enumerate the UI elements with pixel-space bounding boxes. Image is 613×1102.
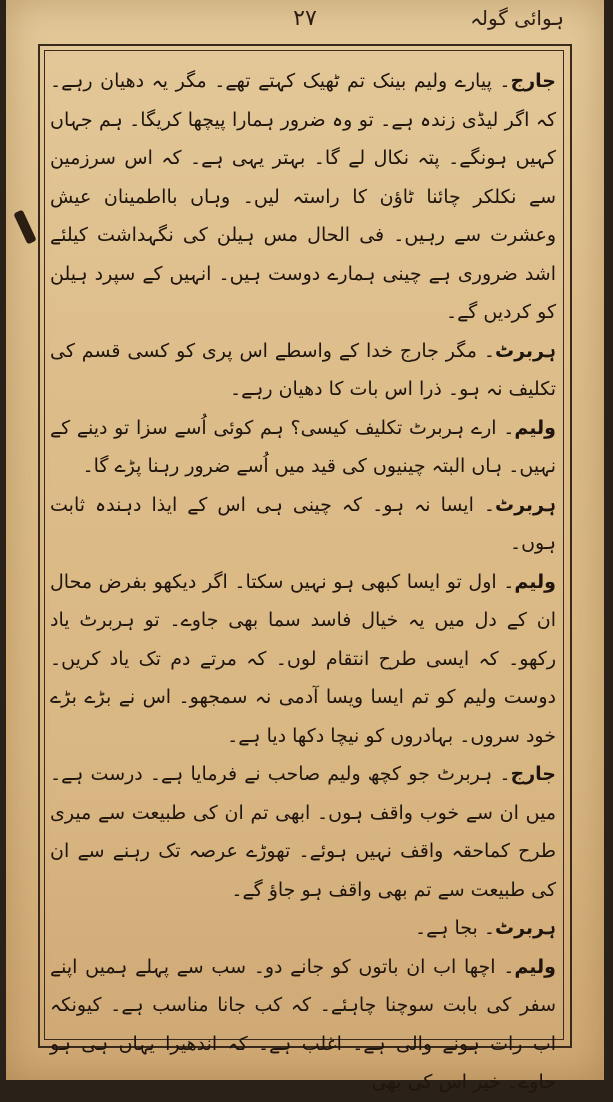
paragraph — [50, 62, 556, 332]
speaker-name: جارج — [510, 70, 556, 92]
speaker-name: جارج — [510, 763, 556, 785]
page-header — [46, 4, 564, 38]
ink-mark — [13, 209, 36, 244]
paragraph — [50, 409, 556, 486]
paragraph — [50, 563, 556, 756]
paragraph — [50, 909, 556, 948]
paragraph-text: ۔ پیارے ولیم بینک تم ٹھیک کہتے تھے۔ مگر یہ دھیان رہے۔ کہ اگر لیڈی زندہ ہے۔ تو وہ ضرور ہمارا پیچھا کریگا۔ ہم جہاں کہیں ہونگے۔ پتہ نکال لے گا۔ بہتر یہی ہے۔ کہ اس سرزمین سے نکلکر چائنا ٹاؤن کا راستہ لیں۔ وہاں بااطمینان عیش وعشرت سے رہیں۔ فی الحال مس ہیلن کی نگہداشت کیلئے اشد ضروری ہے چینی ہمارے دوست ہیں۔ انہیں کے سپرد ہیلن کو کردیں گے۔ — [50, 70, 556, 323]
paragraph-text: ۔ ایسا نہ ہو۔ کہ چینی ہی اس کے ایذا دہندہ ثابت ہوں۔ — [50, 493, 556, 554]
paragraph-text: ۔ اچھا اب ان باتوں کو جانے دو۔ سب سے پہلے ہمیں اپنے سفر کی بابت سوچنا چاہئے۔ کہ کب جانا مناسب ہے۔ کیونکہ اب رات ہونے والی ہے۔ اغلب ہے۔ کہ اندھیرا یہاں ہی ہو جاوے۔ خیر اس کی بھی — [50, 955, 556, 1093]
paragraph — [50, 948, 556, 1102]
running-title: ہوائی گولہ — [470, 6, 564, 30]
body-text — [50, 62, 556, 1093]
speaker-name: ولیم — [514, 570, 556, 593]
paragraph-text: ۔ ہربرٹ جو کچھ ولیم صاحب نے فرمایا ہے۔ درست ہے۔ میں ان سے خوب واقف ہوں۔ ابھی تم ان کی طبیعت سے میری طرح کماحقہ واقف نہیں ہوئے۔ تھوڑے عرصہ تک رہنے سے ان کی طبیعت سے تم بھی واقف ہو جاؤ گے۔ — [50, 763, 556, 901]
paragraph-text: ۔ بجا ہے۔ — [415, 917, 495, 939]
paragraph-text: ۔ مگر جارج خدا کے واسطے اس پری کو کسی قسم کی تکلیف نہ ہو۔ ذرا اس بات کا دھیان رہے۔ — [50, 339, 556, 400]
paragraph — [50, 755, 556, 909]
paragraph — [50, 486, 556, 563]
paragraph — [50, 332, 556, 409]
speaker-name: ولیم — [514, 416, 556, 439]
page-number: ۲۷ — [293, 6, 317, 31]
paragraph-text: ۔ اول تو ایسا کبھی ہو نہیں سکتا۔ اگر دیکھو بفرض محال ان کے دل میں یہ خیال فاسد سما بھی جاوے۔ تو ہربرٹ یاد رکھو۔ کہ ایسی طرح انتقام لوں۔ کہ مرتے دم تک یاد کریں۔ دوست ولیم کو تم ایسا ویسا آدمی نہ سمجھو۔ اس نے بڑے بڑے خود سروں۔ بہادروں کو نیچا دکھا دیا ہے۔ — [50, 570, 556, 747]
paragraph-text: ۔ ارے ہربرٹ تکلیف کیسی؟ ہم کوئی اُسے سزا تو دینے کے نہیں۔ ہاں البتہ چینیوں کی قید میں اُسے ضرور رہنا پڑے گا۔ — [50, 416, 556, 477]
speaker-name: ہربرٹ — [495, 917, 556, 939]
speaker-name: ولیم — [514, 955, 556, 978]
speaker-name: ہربرٹ — [495, 339, 556, 362]
speaker-name: ہربرٹ — [495, 493, 556, 516]
